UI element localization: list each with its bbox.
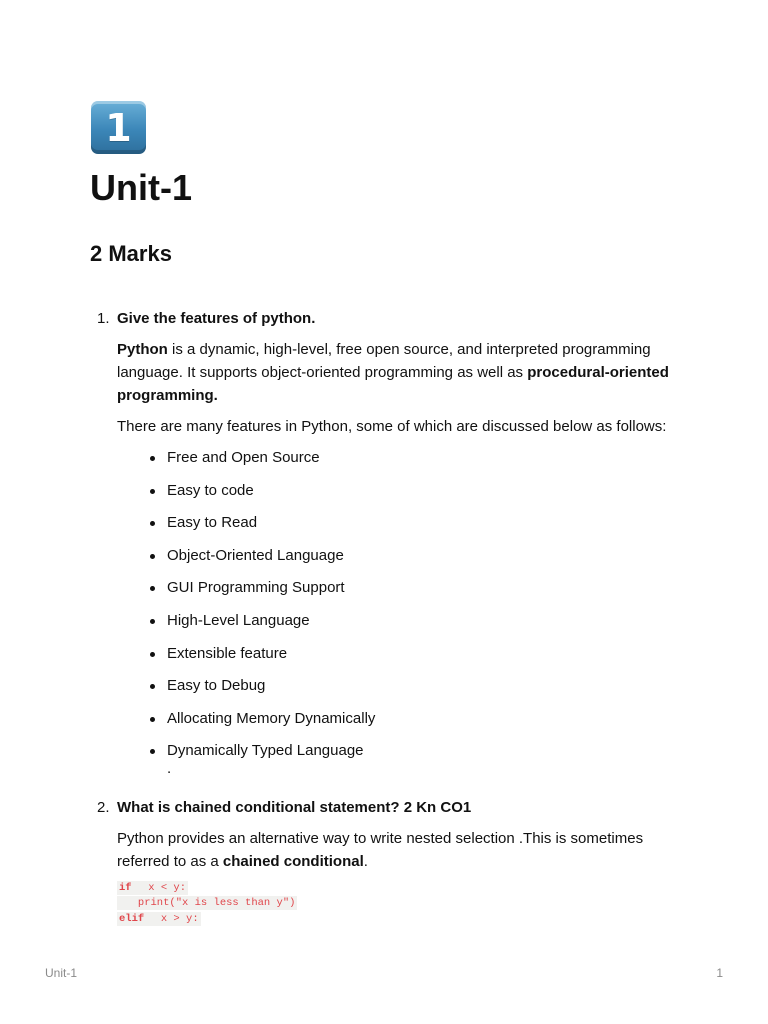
emphasis-text: procedural-oriented programming. [117, 364, 669, 404]
code-line [117, 881, 690, 897]
list-item: High-Level Language [139, 609, 690, 632]
code-keyword: elif [119, 912, 145, 925]
list-item: Allocating Memory Dynamically [139, 707, 690, 730]
question-1 [90, 307, 690, 777]
section-heading: 2 Marks [90, 241, 172, 266]
trailing-dot: . [167, 759, 172, 777]
emphasis-text: chained conditional [222, 852, 364, 870]
code-keyword: if [119, 881, 132, 894]
code-line [117, 896, 690, 912]
list-item: GUI Programming Support [139, 576, 690, 599]
list-item: Easy to Read [139, 511, 690, 534]
code-text: print("x is less than y") [119, 897, 296, 910]
page-title: Unit-1 [90, 167, 192, 208]
list-item: Extensible feature [139, 642, 690, 665]
code-line [117, 912, 690, 928]
answer-paragraph [117, 827, 690, 873]
code-text: x > y: [148, 912, 199, 925]
features-lead: There are many features in Python, some of which are discussed below as follows: [117, 418, 667, 435]
term-python: Python [117, 341, 168, 358]
list-item: Easy to Debug [139, 674, 690, 697]
page-number: 1 [716, 966, 723, 980]
question-number: 2. [97, 798, 110, 816]
question-list [90, 307, 690, 927]
question-title: Give the features of python. [117, 310, 316, 327]
list-item: Free and Open Source [139, 446, 690, 469]
keycap-digit: 1 [105, 105, 132, 150]
question-2 [90, 796, 690, 928]
answer-paragraph [117, 338, 690, 407]
question-title: What is chained conditional statement? 2 Kn CO1 [117, 798, 472, 816]
footer-title: Unit-1 [45, 966, 78, 980]
list-item: Easy to code [139, 479, 690, 502]
question-number: 1. [97, 310, 110, 327]
answer-text-end: . [363, 852, 368, 870]
list-item: Object-Oriented Language [139, 544, 690, 567]
features-list [117, 446, 690, 762]
code-block [117, 881, 690, 928]
keycap-one-icon [91, 101, 146, 154]
code-text: x < y: [135, 881, 187, 894]
answer-text: Python provides an alternative way to write nested selection .This is sometimes referred to as a [117, 829, 644, 870]
answer-text: is a dynamic, high-level, free open source, and interpreted programming language. It supports object-oriented programming as well as [117, 341, 651, 381]
list-item: Dynamically Typed Language [139, 739, 690, 762]
